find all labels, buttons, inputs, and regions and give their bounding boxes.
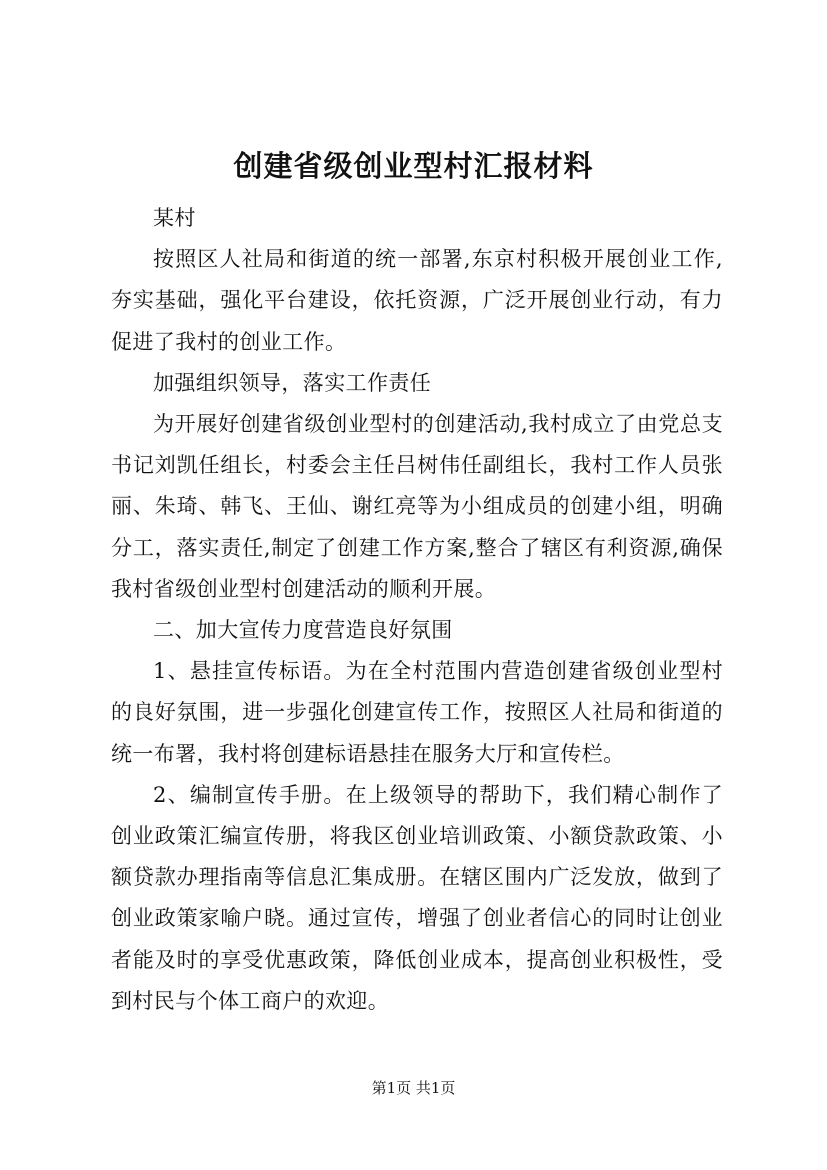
document-body (111, 198, 723, 1022)
page-number: 第1页 共1页 (371, 1079, 456, 1097)
section-heading-organization: 加强组织领导，落实工作责任 (153, 370, 432, 395)
paragraph-intro: 按照区人社局和街道的统一部署,东京村积极开展创业工作,夯实基础，强化平台建设，依托资源，广泛开展创业行动，有力促进了我村的创业工作。 (111, 247, 723, 354)
paragraph-slogans: 1、悬挂宣传标语。为在全村范围内营造创建省级创业型村的良好氛围，进一步强化创建宣传工作，按照区人社局和街道的统一布署，我村将创建标语悬挂在服务大厅和宣传栏。 (111, 659, 723, 766)
paragraph-organization: 为开展好创建省级创业型村的创建活动,我村成立了由党总支书记刘凯任组长，村委会主任吕树伟任副组长，我村工作人员张丽、朱琦、韩飞、王仙、谢红亮等为小组成员的创建小组，明确分工，落实责任,制定了创建工作方案,整合了辖区有利资源,确保我村省级创业型村创建活动的顺利开展。 (111, 412, 723, 601)
paragraph-author: 某村 (153, 206, 196, 230)
section-heading-publicity: 二、加大宣传力度营造良好氛围 (153, 618, 453, 643)
document-title: 创建省级创业型村汇报材料 (233, 149, 594, 183)
paragraph-handbook: 2、编制宣传手册。在上级领导的帮助下，我们精心制作了创业政策汇编宣传册，将我区创业培训政策、小额贷款政策、小额贷款办理指南等信息汇集成册。在辖区围内广泛发放，做到了创业政策家喻户晓。通过宣传，增强了创业者信心的同时让创业者能及时的享受优惠政策，降低创业成本，提高创业积极性，受到村民与个体工商户的欢迎。 (111, 782, 723, 1013)
